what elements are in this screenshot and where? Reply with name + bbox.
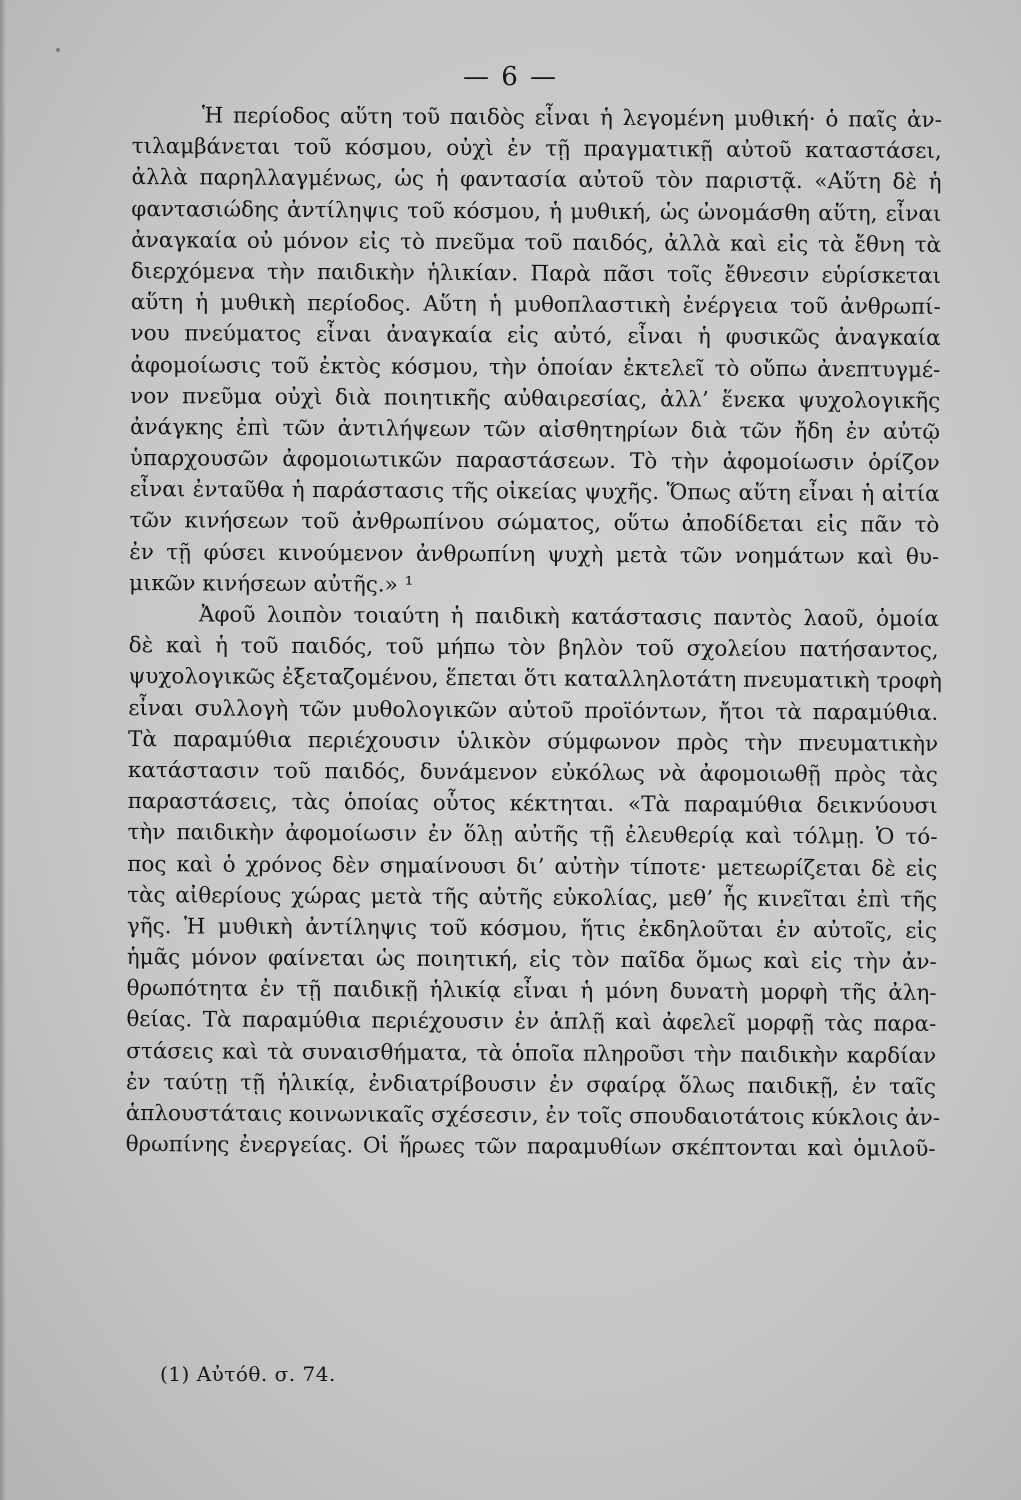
text-line: ἀφομοίωσις τοῦ ἐκτὸς κόσμου, τὴν ὁποίαν ἐκτελεῖ τὸ οὔπω ἀνεπτυγμέ- xyxy=(130,352,941,383)
text-line: θείας. Τὰ παραμύθια περιέχουσιν ἐν ἁπλῇ καὶ ἀφελεῖ μορφῇ τὰς παρα- xyxy=(126,1007,937,1038)
text-line: νου πνεύματος εἶναι ἀναγκαία εἰς αὐτό, εἶναι ἡ φυσικῶς ἀναγκαία xyxy=(130,321,941,352)
page-edge-shadow xyxy=(0,0,6,1500)
text-line: θρωπίνης ἐνεργείας. Οἱ ἥρωες τῶν παραμυθίων σκέπτονται καὶ ὁμιλοῦ- xyxy=(125,1132,936,1163)
text-line: ἐν τῇ φύσει κινούμενον ἀνθρωπίνη ψυχὴ μετὰ τῶν νοημάτων καὶ θυ- xyxy=(129,539,940,570)
text-line: αὕτη ἡ μυθικὴ περίοδος. Αὕτη ἡ μυθοπλαστικὴ ἐνέργεια τοῦ ἀνθρωπί- xyxy=(130,290,941,321)
text-line: Ἡ περίοδος αὕτη τοῦ παιδὸς εἶναι ἡ λεγομένη μυθική· ὁ παῖς ἀν- xyxy=(201,103,942,133)
text-line: τῶν κινήσεων τοῦ ἀνθρωπίνου σώματος, οὕτω ἀποδίδεται εἰς πᾶν τὸ xyxy=(129,508,940,539)
text-line: ψυχολογικῶς ἐξεταζομένου, ἕπεται ὅτι καταλληλοτάτη πνευματικὴ τροφὴ xyxy=(128,664,943,695)
footnote: (1) Αὐτόθ. σ. 74. xyxy=(160,1362,336,1386)
body-text xyxy=(126,100,942,1165)
page-number: — 6 — xyxy=(462,62,559,92)
text-line: ἐν ταύτῃ τῇ ἡλικίᾳ, ἐνδιατρίβουσιν ἐν σφαίρᾳ ὅλως παιδικῇ, ἐν ταῖς xyxy=(125,1069,937,1100)
text-line: ἀναγκαία οὐ μόνον εἰς τὸ πνεῦμα τοῦ παιδός, ἀλλὰ καὶ εἰς τὰ ἔθνη τὰ xyxy=(131,227,942,258)
text-line: τὰς αἰθερίους χώρας μετὰ τῆς αὐτῆς εὐκολίας, μεθ’ ἧς κινεῖται ἐπὶ τῆς xyxy=(127,882,938,913)
paper-speck xyxy=(56,48,60,52)
text-line: Τὰ παραμύθια περιέχουσιν ὑλικὸν σύμφωνον πρὸς τὴν πνευματικὴν xyxy=(128,726,939,757)
text-line: τιλαμβάνεται τοῦ κόσμου, οὐχὶ ἐν τῇ πραγματικῇ αὐτοῦ καταστάσει, xyxy=(131,134,942,165)
text-line: ὑπαρχουσῶν ἀφομοιωτικῶν παραστάσεων. Τὸ τὴν ἀφομοίωσιν ὁρίζον xyxy=(129,446,940,477)
text-line: μικῶν κινήσεων αὐτῆς.» ¹ xyxy=(128,570,414,598)
text-line: πος καὶ ὁ χρόνος δὲν σημαίνουσι δι’ αὐτὴν τίποτε· μετεωρίζεται δὲ εἰς xyxy=(127,851,938,882)
text-line: ἀλλὰ παρηλλαγμένως, ὡς ἡ φαντασία αὐτοῦ τὸν παριστᾷ. «Αὕτη δὲ ἡ xyxy=(131,165,942,196)
text-line: κατάστασιν τοῦ παιδός, δυνάμενον εὐκόλως νὰ ἀφομοιωθῇ πρὸς τὰς xyxy=(127,757,938,788)
text-line: νον πνεῦμα οὐχὶ διὰ ποιητικῆς αὐθαιρεσίας, ἀλλ’ ἕνεκα ψυχολογικῆς xyxy=(130,383,941,414)
text-line: παραστάσεις, τὰς ὁποίας οὗτος κέκτηται. «Τὰ παραμύθια δεικνύουσι xyxy=(127,789,938,820)
text-line: Ἀφοῦ λοιπὸν τοιαύτη ἡ παιδικὴ κατάστασις παντὸς λαοῦ, ὁμοία xyxy=(198,602,939,632)
text-line: εἶναι ἐνταῦθα ἡ παράστασις τῆς οἰκείας ψυχῆς. Ὅπως αὕτη εἶναι ἡ αἰτία xyxy=(129,477,940,508)
text-line: ἁπλουστάταις κοινωνικαῖς σχέσεσιν, ἐν τοῖς σπουδαιοτάτοις κύκλοις ἀν- xyxy=(125,1100,941,1131)
text-line: θρωπότητα ἐν τῇ παιδικῇ ἡλικίᾳ εἶναι ἡ μόνη δυνατὴ μορφὴ τῆς ἀλη- xyxy=(126,976,937,1007)
text-line: διερχόμενα τὴν παιδικὴν ἡλικίαν. Παρὰ πᾶσι τοῖς ἔθνεσιν εὑρίσκεται xyxy=(130,258,942,289)
text-line: εἶναι συλλογὴ τῶν μυθολογικῶν αὐτοῦ προϊόντων, ἤτοι τὰ παραμύθια. xyxy=(128,695,939,726)
text-line: ἡμᾶς μόνον φαίνεται ὡς ποιητική, εἰς τὸν παῖδα ὅμως καὶ εἰς τὴν ἀν- xyxy=(126,945,937,975)
text-line: φαντασιώδης ἀντίληψις τοῦ κόσμου, ἡ μυθική, ὡς ὠνομάσθη αὕτη, εἶναι xyxy=(131,196,942,227)
text-line: τὴν παιδικὴν ἀφομοίωσιν ἐν ὅλῃ αὐτῆς τῇ ἐλευθερίᾳ καὶ τόλμῃ. Ὁ τό- xyxy=(127,820,938,851)
text-line: στάσεις καὶ τὰ συναισθήματα, τὰ ὁποῖα πληροῦσι τὴν παιδικὴν καρδίαν xyxy=(126,1038,937,1069)
text-line: ἀνάγκης ἐπὶ τῶν ἀντιλήψεων τῶν αἰσθητηρίων διὰ τῶν ἤδη ἐν αὐτῷ xyxy=(129,414,941,445)
text-line: δὲ καὶ ἡ τοῦ παιδός, τοῦ μήπω τὸν βηλὸν τοῦ σχολείου πατήσαντος, xyxy=(128,633,939,664)
text-line: γῆς. Ἡ μυθικὴ ἀντίληψις τοῦ κόσμου, ἥτις ἐκδηλοῦται ἐν αὐτοῖς, εἰς xyxy=(126,913,938,944)
